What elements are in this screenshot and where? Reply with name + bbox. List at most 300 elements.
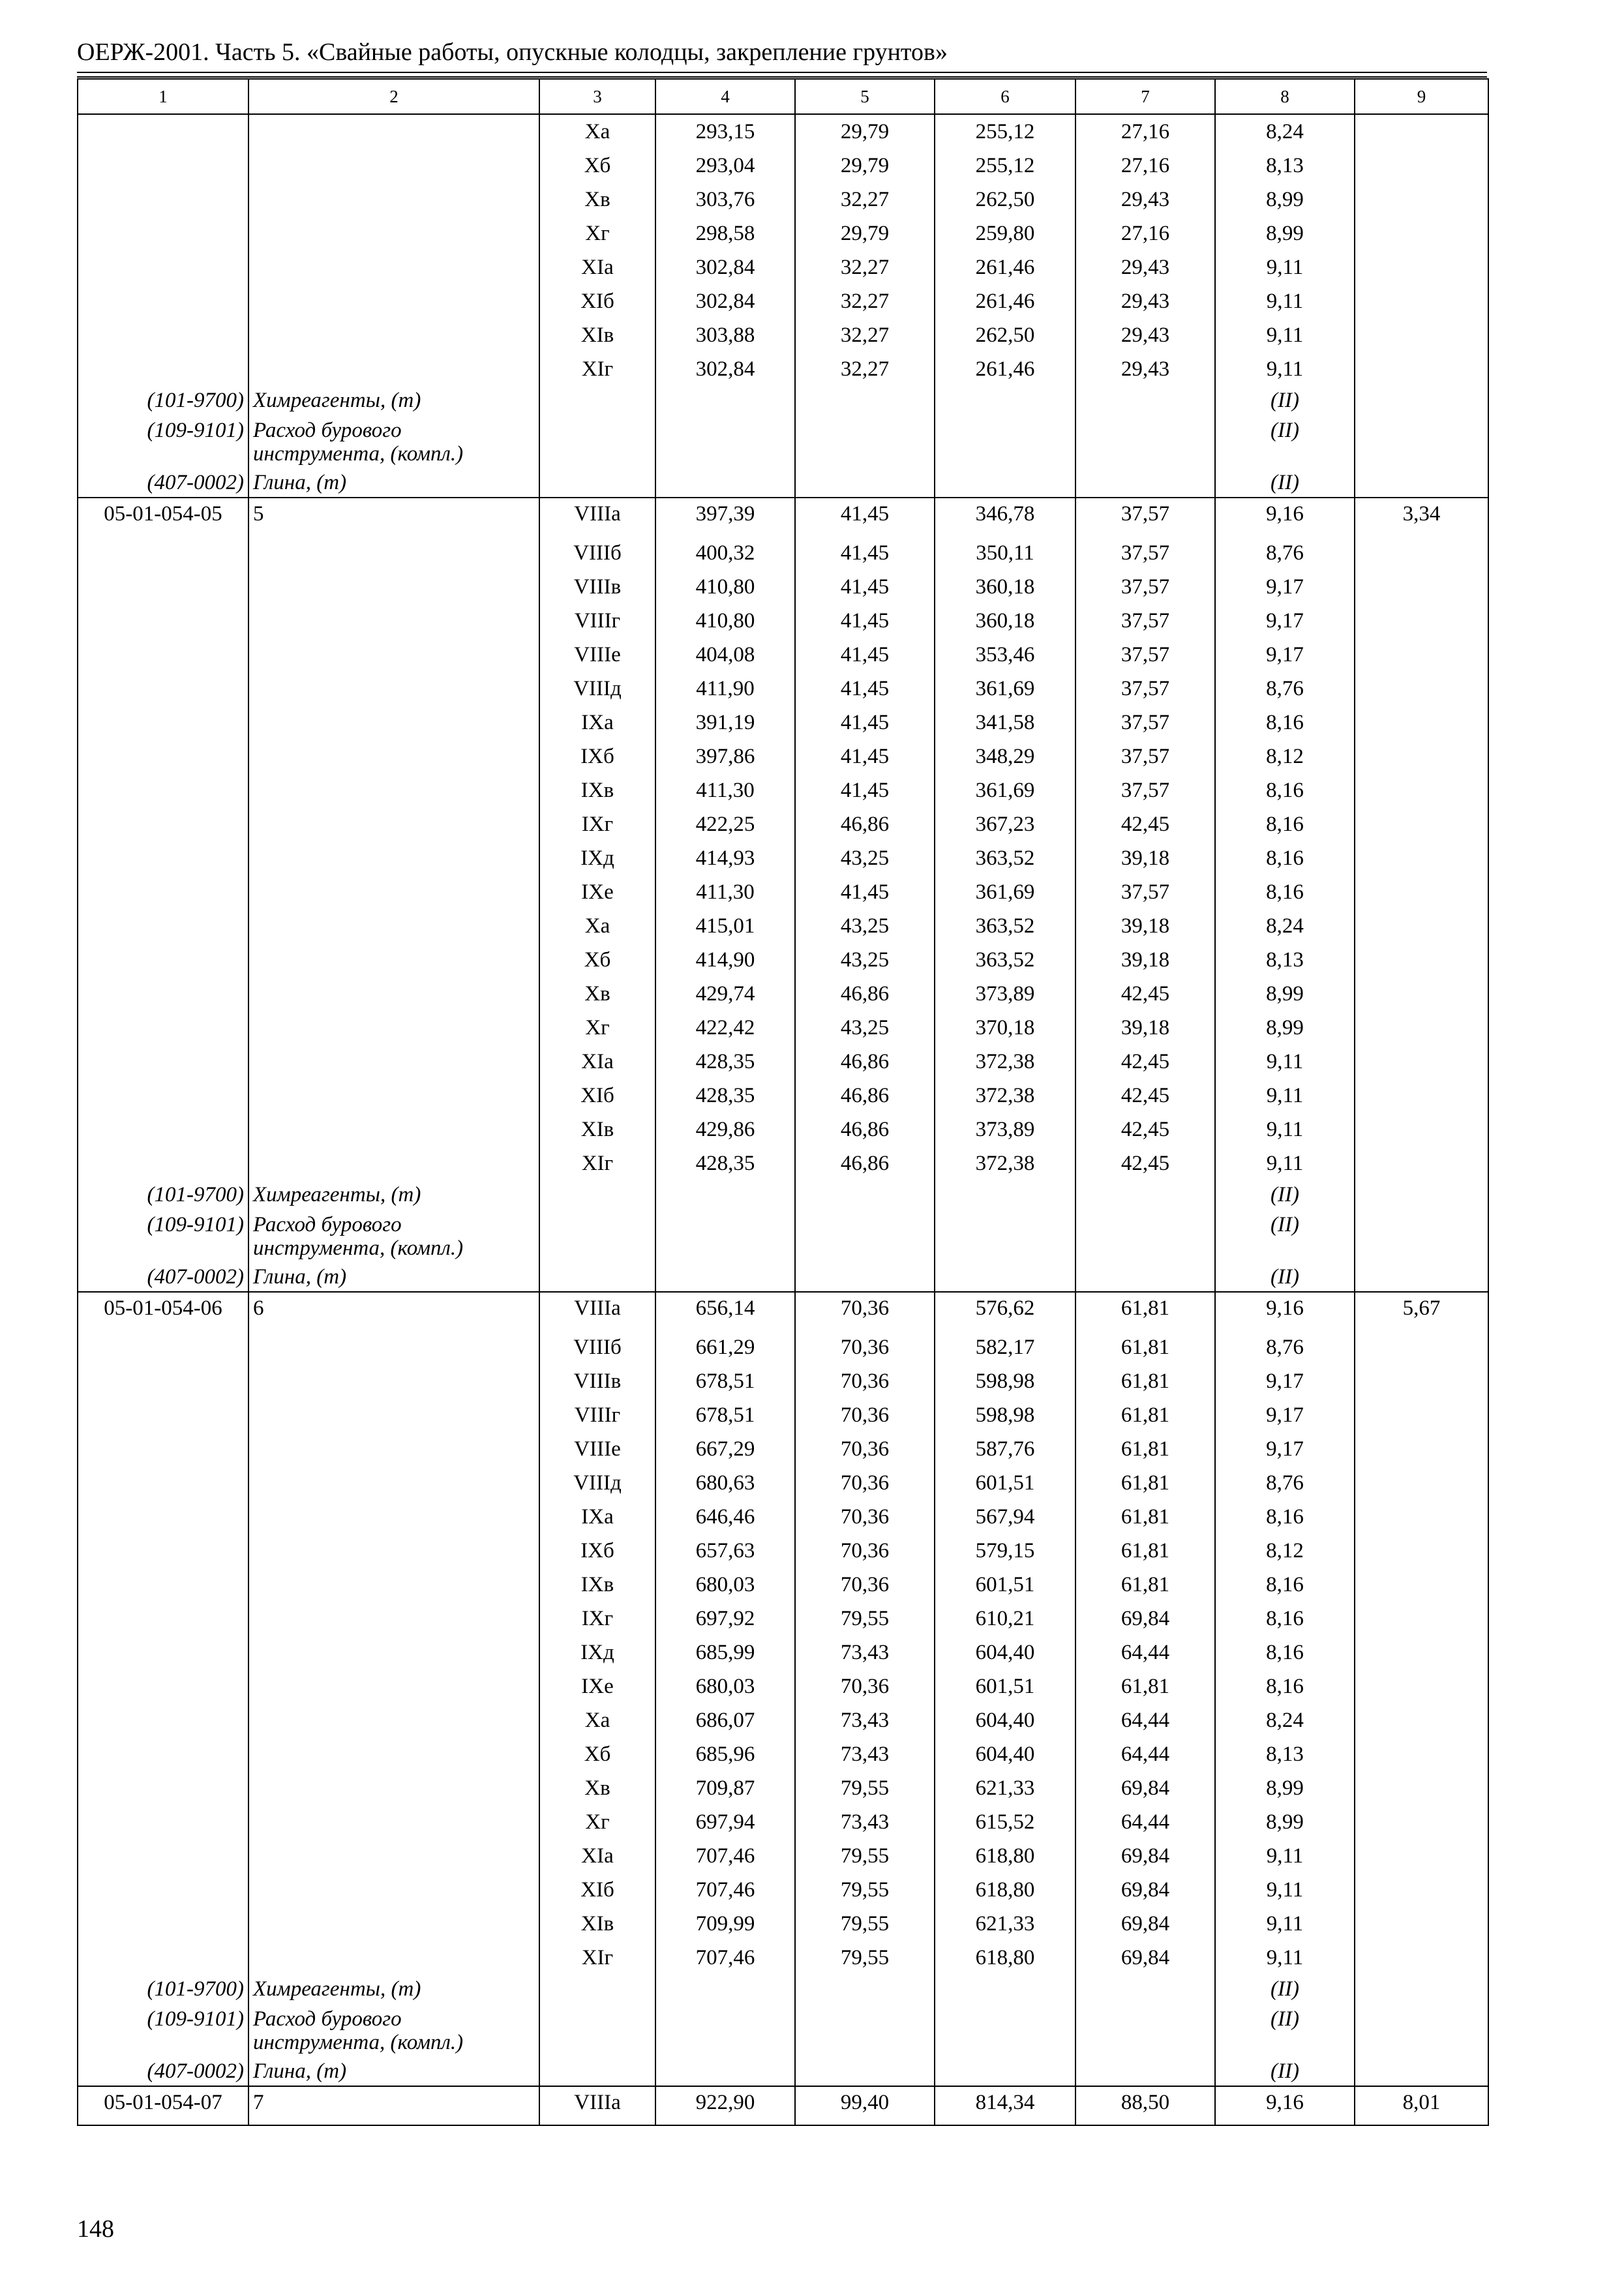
cell-labor: 70,36 [795,1534,935,1568]
cell-labor: 73,43 [795,1636,935,1669]
resource-name-line: Расход бурового [253,1213,402,1236]
norm-number [248,1737,539,1771]
cell-labor: 41,45 [795,706,935,740]
cell-zone: Xв [539,183,655,217]
cell-ratio: 9,11 [1215,1839,1355,1873]
cell-total: 293,04 [655,149,795,183]
cell-labor: 46,86 [795,807,935,841]
empty-cell [1075,2057,1215,2086]
cell-machines: 618,80 [935,1941,1075,1975]
empty-cell [1075,415,1215,468]
table-row [78,1636,1488,1669]
norm-code [78,1398,248,1432]
table-row [78,1873,1488,1907]
norm-number: 5 [248,498,539,536]
resource-name [248,1180,539,1209]
norm-code [78,570,248,604]
norm-number [248,1771,539,1805]
norm-code [78,1602,248,1636]
empty-cell [1075,1209,1215,1263]
resource-name-line: Химреагенты, (т) [253,1183,421,1206]
norm-code [78,1669,248,1703]
empty-cell [935,2057,1075,2086]
cell-machines: 363,52 [935,943,1075,977]
empty-cell [539,1975,655,2003]
norm-number [248,1011,539,1045]
cell-labor-cost: 5,67 [1355,1292,1488,1330]
norm-code [78,1466,248,1500]
cell-labor: 41,45 [795,570,935,604]
norm-code [78,1011,248,1045]
empty-cell [795,1209,935,1263]
resource-category: (II) [1215,2003,1355,2057]
norm-code [78,977,248,1011]
resource-category: (II) [1215,415,1355,468]
norm-number [248,706,539,740]
table-row [78,1839,1488,1873]
norm-number [248,1941,539,1975]
cell-ratio: 8,13 [1215,943,1355,977]
cell-zone: IXг [539,807,655,841]
empty-cell [935,468,1075,498]
cell-labor-cost [1355,1398,1488,1432]
table-row [78,638,1488,672]
cell-labor-cost [1355,1602,1488,1636]
norm-code [78,1568,248,1602]
cell-labor-cost [1355,1113,1488,1146]
cell-zone: Xб [539,149,655,183]
resource-row [78,386,1488,415]
resource-row [78,468,1488,498]
cell-labor: 79,55 [795,1602,935,1636]
cell-machines: 601,51 [935,1669,1075,1703]
cell-labor: 79,55 [795,1771,935,1805]
table-row [78,1500,1488,1534]
cell-machines: 361,69 [935,672,1075,706]
cell-labor: 43,25 [795,841,935,875]
norm-number [248,1568,539,1602]
cell-zone: IXв [539,1568,655,1602]
cell-total: 429,74 [655,977,795,1011]
norm-code [78,740,248,773]
cell-labor: 70,36 [795,1330,935,1364]
cell-zone: XIг [539,1146,655,1180]
norm-number [248,114,539,149]
cell-labor: 29,79 [795,149,935,183]
cell-zone: IXд [539,841,655,875]
cell-machines: 360,18 [935,570,1075,604]
table-row [78,1432,1488,1466]
empty-cell [655,1975,795,2003]
cell-ratio: 8,24 [1215,1703,1355,1737]
cell-machines: 361,69 [935,773,1075,807]
cell-labor-cost [1355,352,1488,386]
cell-operators: 39,18 [1075,909,1215,943]
table-row [78,1364,1488,1398]
empty-cell [795,1975,935,2003]
table-row [78,1292,1488,1330]
cell-labor: 41,45 [795,773,935,807]
norm-code [78,1534,248,1568]
cell-labor-cost [1355,536,1488,570]
table-row [78,1669,1488,1703]
norm-number [248,284,539,318]
resource-row [78,2003,1488,2057]
resource-code: (109-9101) [78,415,248,468]
empty-cell [1075,1975,1215,2003]
empty-cell [935,1180,1075,1209]
cell-labor: 70,36 [795,1669,935,1703]
table-row [78,1079,1488,1113]
cell-ratio: 8,12 [1215,1534,1355,1568]
cell-zone: Xв [539,977,655,1011]
resource-category: (II) [1215,1263,1355,1292]
empty-cell [655,415,795,468]
cell-labor: 32,27 [795,250,935,284]
table-row [78,217,1488,250]
resource-row [78,415,1488,468]
cell-total: 656,14 [655,1292,795,1330]
cell-operators: 64,44 [1075,1636,1215,1669]
empty-cell [795,386,935,415]
norm-number [248,841,539,875]
resource-category: (II) [1215,468,1355,498]
cell-operators: 42,45 [1075,977,1215,1011]
norm-number [248,1079,539,1113]
cell-total: 411,90 [655,672,795,706]
cell-machines: 262,50 [935,318,1075,352]
cell-zone: IXe [539,875,655,909]
cell-labor: 73,43 [795,1805,935,1839]
norm-code [78,114,248,149]
table-row [78,1113,1488,1146]
cell-ratio: 9,11 [1215,284,1355,318]
cell-operators: 88,50 [1075,2086,1215,2125]
cell-zone: VIIIг [539,604,655,638]
cell-machines: 587,76 [935,1432,1075,1466]
cell-ratio: 8,12 [1215,740,1355,773]
empty-cell [539,1180,655,1209]
norm-number [248,1703,539,1737]
cell-operators: 29,43 [1075,284,1215,318]
cell-zone: IXв [539,773,655,807]
cell-labor: 46,86 [795,977,935,1011]
norm-code [78,1805,248,1839]
cell-labor-cost [1355,1568,1488,1602]
norm-number [248,672,539,706]
norm-number [248,943,539,977]
cell-operators: 64,44 [1075,1737,1215,1771]
cell-labor-cost [1355,149,1488,183]
empty-cell [655,468,795,498]
cell-total: 707,46 [655,1839,795,1873]
cell-labor: 79,55 [795,1941,935,1975]
cell-machines: 363,52 [935,909,1075,943]
norm-number [248,536,539,570]
cell-operators: 37,57 [1075,638,1215,672]
cell-ratio: 9,17 [1215,1364,1355,1398]
norm-number [248,1466,539,1500]
resource-row [78,1263,1488,1292]
norm-number [248,773,539,807]
cell-machines: 255,12 [935,149,1075,183]
norm-number [248,1113,539,1146]
norm-number [248,1602,539,1636]
cell-labor-cost [1355,1941,1488,1975]
column-number: 8 [1215,79,1355,114]
cell-labor: 41,45 [795,672,935,706]
table-row [78,1805,1488,1839]
norm-code: 05-01-054-06 [78,1292,248,1330]
cell-zone: Xв [539,1771,655,1805]
table-row [78,1771,1488,1805]
norm-code [78,706,248,740]
cell-machines: 372,38 [935,1045,1075,1079]
cell-machines: 261,46 [935,284,1075,318]
cell-labor: 70,36 [795,1292,935,1330]
empty-cell [935,386,1075,415]
cell-ratio: 8,76 [1215,1466,1355,1500]
cell-labor: 73,43 [795,1737,935,1771]
norm-code [78,1839,248,1873]
resource-name [248,468,539,498]
norm-number [248,1500,539,1534]
norm-number [248,352,539,386]
cell-labor: 32,27 [795,183,935,217]
cell-operators: 37,57 [1075,536,1215,570]
cell-labor-cost [1355,1466,1488,1500]
cell-labor-cost [1355,1045,1488,1079]
norm-code [78,284,248,318]
cell-ratio: 8,76 [1215,672,1355,706]
empty-cell [539,468,655,498]
column-number: 9 [1355,79,1488,114]
cell-operators: 61,81 [1075,1500,1215,1534]
norm-code [78,909,248,943]
norm-number [248,638,539,672]
cell-ratio: 8,99 [1215,183,1355,217]
norm-number [248,149,539,183]
cell-labor-cost [1355,250,1488,284]
cell-zone: VIIIe [539,638,655,672]
table-row [78,706,1488,740]
cell-labor: 79,55 [795,1839,935,1873]
table-row [78,149,1488,183]
table-row [78,773,1488,807]
cell-labor: 99,40 [795,2086,935,2125]
empty-cell [539,415,655,468]
cell-ratio: 8,16 [1215,875,1355,909]
cell-ratio: 8,99 [1215,1771,1355,1805]
resource-name-line: Химреагенты, (т) [253,1977,421,2001]
norm-code [78,1113,248,1146]
cell-labor: 32,27 [795,318,935,352]
cell-machines: 598,98 [935,1364,1075,1398]
cell-machines: 814,34 [935,2086,1075,2125]
norm-code [78,1079,248,1113]
cell-total: 680,03 [655,1568,795,1602]
cell-labor: 46,86 [795,1113,935,1146]
cell-ratio: 8,16 [1215,1568,1355,1602]
cell-ratio: 8,24 [1215,909,1355,943]
cell-zone: Xa [539,114,655,149]
cell-zone: XIв [539,1907,655,1941]
cell-labor-cost [1355,1364,1488,1398]
cell-zone: VIIIб [539,536,655,570]
cell-machines: 621,33 [935,1907,1075,1941]
cell-operators: 42,45 [1075,1113,1215,1146]
resource-category: (II) [1215,2057,1355,2086]
cell-total: 686,07 [655,1703,795,1737]
page-number: 148 [77,2215,114,2243]
cell-labor: 29,79 [795,114,935,149]
resource-row [78,1209,1488,1263]
norm-code [78,1941,248,1975]
cell-zone: VIIIд [539,672,655,706]
cell-labor-cost [1355,570,1488,604]
cell-labor-cost [1355,1636,1488,1669]
cell-labor-cost [1355,1330,1488,1364]
cell-operators: 29,43 [1075,183,1215,217]
table-row [78,1146,1488,1180]
resource-code: (407-0002) [78,468,248,498]
norm-code [78,250,248,284]
table-row [78,977,1488,1011]
cell-total: 293,15 [655,114,795,149]
cell-ratio: 9,11 [1215,1873,1355,1907]
cell-total: 400,32 [655,536,795,570]
column-numbers-row [78,79,1488,114]
cell-operators: 27,16 [1075,149,1215,183]
empty-cell [935,415,1075,468]
cell-total: 410,80 [655,604,795,638]
table-row [78,284,1488,318]
table-row [78,114,1488,149]
resource-name-line: Глина, (т) [253,1265,347,1289]
cell-labor-cost [1355,1907,1488,1941]
cell-total: 680,03 [655,1669,795,1703]
norm-number [248,1636,539,1669]
norm-code [78,1500,248,1534]
empty-cell [1355,386,1488,415]
cell-total: 707,46 [655,1941,795,1975]
cell-zone: IXб [539,1534,655,1568]
norm-code [78,807,248,841]
cell-ratio: 9,11 [1215,1146,1355,1180]
cell-labor: 32,27 [795,284,935,318]
resource-category: (II) [1215,1209,1355,1263]
column-number: 2 [248,79,539,114]
cell-zone: VIIIв [539,1364,655,1398]
cell-operators: 61,81 [1075,1534,1215,1568]
resource-code: (101-9700) [78,1975,248,2003]
norm-code [78,217,248,250]
table-row [78,1011,1488,1045]
cell-zone: IXг [539,1602,655,1636]
cell-total: 411,30 [655,773,795,807]
norm-number: 6 [248,1292,539,1330]
column-number: 1 [78,79,248,114]
cell-zone: XIв [539,318,655,352]
cell-labor-cost [1355,1432,1488,1466]
norm-number [248,909,539,943]
norm-number [248,1432,539,1466]
norm-number [248,1045,539,1079]
empty-cell [655,1263,795,1292]
norm-code [78,875,248,909]
resource-name-line: Химреагенты, (т) [253,389,421,412]
cell-machines: 373,89 [935,977,1075,1011]
resource-code: (407-0002) [78,1263,248,1292]
empty-cell [1075,468,1215,498]
resource-row [78,2057,1488,2086]
norm-code [78,841,248,875]
table-row [78,498,1488,536]
cell-labor-cost [1355,604,1488,638]
cell-total: 422,25 [655,807,795,841]
cell-labor: 79,55 [795,1873,935,1907]
cell-operators: 61,81 [1075,1432,1215,1466]
norm-code [78,149,248,183]
cell-operators: 61,81 [1075,1669,1215,1703]
empty-cell [795,2057,935,2086]
cell-zone: XIб [539,284,655,318]
cell-labor-cost [1355,740,1488,773]
cell-labor-cost [1355,1873,1488,1907]
norm-code [78,672,248,706]
cell-machines: 604,40 [935,1703,1075,1737]
cell-zone: Xг [539,1011,655,1045]
table-row [78,841,1488,875]
cell-labor-cost [1355,1079,1488,1113]
cell-labor-cost [1355,1669,1488,1703]
empty-cell [1075,1263,1215,1292]
empty-cell [539,2003,655,2057]
cell-operators: 61,81 [1075,1364,1215,1398]
resource-code: (407-0002) [78,2057,248,2086]
table-row [78,943,1488,977]
resource-category: (II) [1215,1180,1355,1209]
empty-cell [795,1263,935,1292]
cell-zone: IXa [539,1500,655,1534]
table-row [78,1703,1488,1737]
cell-operators: 64,44 [1075,1703,1215,1737]
cell-zone: VIIIa [539,2086,655,2125]
cell-ratio: 9,11 [1215,1941,1355,1975]
resource-name [248,415,539,468]
cell-machines: 598,98 [935,1398,1075,1432]
resource-code: (101-9700) [78,386,248,415]
cell-ratio: 9,16 [1215,1292,1355,1330]
cell-labor-cost [1355,183,1488,217]
cell-total: 697,94 [655,1805,795,1839]
cell-operators: 39,18 [1075,1011,1215,1045]
cell-labor-cost [1355,807,1488,841]
cell-zone: Xг [539,1805,655,1839]
cell-machines: 259,80 [935,217,1075,250]
norm-code [78,1330,248,1364]
resource-name-line: Расход бурового [253,419,402,442]
cell-machines: 360,18 [935,604,1075,638]
norm-number [248,1907,539,1941]
cell-machines: 604,40 [935,1737,1075,1771]
empty-cell [935,1263,1075,1292]
cell-zone: XIб [539,1873,655,1907]
cell-operators: 37,57 [1075,570,1215,604]
cell-machines: 350,11 [935,536,1075,570]
cell-labor-cost [1355,638,1488,672]
cell-zone: VIIIд [539,1466,655,1500]
